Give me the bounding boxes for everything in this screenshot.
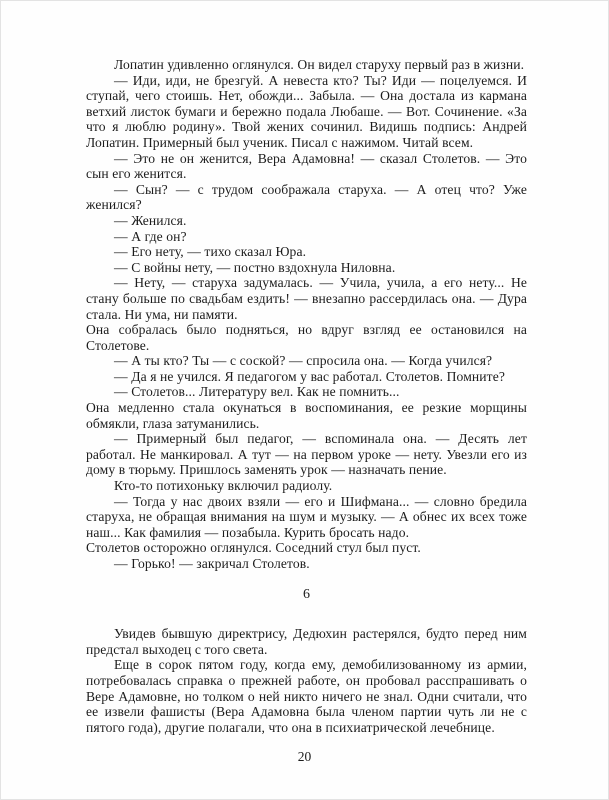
paragraph: — Сын? — с трудом соображала старуха. — А отец что? Уже женился? (86, 181, 527, 213)
paragraph: — Горько! — закричал Столетов. (114, 556, 310, 571)
paragraph: — Примерный был педагог, — вспоминала она. — Десять лет работал. Не манкировал. А тут — на первом уроке — нету. Увезли его из дому в тюрьму. Пришлось заменять урок — назначать пение. (86, 431, 527, 478)
paragraph: — С войны нету, — постно вздохнула Ниловна. (114, 259, 396, 275)
paragraph: — А где он? (114, 228, 187, 244)
section-number: 6 (302, 586, 311, 602)
paragraph: Столетов осторожно оглянулся. Соседний стул был пуст. (86, 540, 421, 556)
paragraph: — Это не он женится, Вера Адамовна! — сказал Столетов. — Это сын его женится. (86, 150, 527, 182)
paragraph: Она собралась было подняться, но вдруг взгляд ее остановился на Столетове. (86, 322, 527, 353)
page-number: 20 (297, 749, 312, 764)
paragraph: — Женился. (114, 212, 187, 228)
paragraph: Лопатин удивленно оглянулся. Он видел старуху первый раз в жизни. (114, 57, 525, 72)
paragraph: Увидев бывшую директрису, Дедюхин растерялся, будто перед ним предстал выходец с того света. (86, 626, 527, 657)
paragraph: — Тогда у нас двоих взяли — его и Шифмана... — словно бредила старуха, не обращая внимания на шум и музыку. — А обнес их всех тоже наш... Как фамилия — позабыла. Курить бросать надо. (86, 493, 527, 540)
paragraph: — А ты кто? Ты — с соской? — спросила она. — Когда учился? (114, 353, 493, 369)
paragraph: Она медленно стала окунаться в воспоминания, ее резкие морщины обмякли, глаза затуманились. (86, 400, 527, 431)
paragraph: — Иди, иди, не брезгуй. А невеста кто? Ты? Иди — поцелуемся. И ступай, чего стоишь. Нет, обожди... Забыла. — Она достала из кармана ветхий листок бумаги и бережно подала Любаше. — Вот. Сочинение. «За что я люблю родину». Твой жених сочинил. Видишь подпись: Андрей Лопатин. Примерный был ученик. Писал с нажимом. Читай всем. (86, 72, 527, 150)
paragraph: — Да я не учился. Я педагогом у вас работал. Столетов. Помните? (114, 368, 505, 384)
paragraph: — Столетов... Литературу вел. Как не помнить... (114, 384, 400, 400)
paragraph: Кто-то потихоньку включил радиолу. (114, 478, 333, 494)
text-column (86, 57, 527, 735)
paragraph: Еще в сорок пятом году, когда ему, демобилизованному из армии, потребовалась справка о прежней работе, он пробовал расспрашивать о Вере Адамовне, но толком о ней никто ничего не знал. Одни считали, что ее извели фашисты (Вера Адамовна была членом партии чуть ли не с пятого года), другие полагали, что она в психиатрической лечебнице. (86, 657, 527, 735)
paragraph: — Нету, — старуха задумалась. — Учила, учила, а его нету... Не стану больше по свадьбам ездить! — внезапно рассердилась она. — Дура стала. Ни ума, ни памяти. (86, 275, 527, 322)
paragraph: — Его нету, — тихо сказал Юра. (114, 244, 307, 260)
